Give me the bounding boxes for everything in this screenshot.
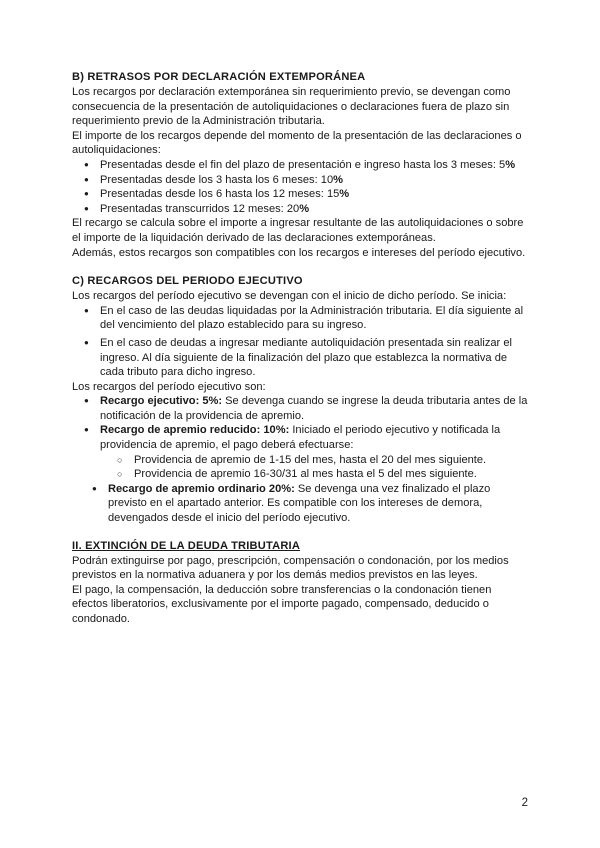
list-item: ○ Providencia de apremio 16-30/31 al mes hasta el 5 del mes siguiente. bbox=[72, 467, 530, 482]
recargo-ejecutivo-label: Recargo ejecutivo: 5%: bbox=[100, 395, 223, 408]
page-content bbox=[72, 70, 530, 627]
recargo-ejecutivo-text: Se devenga cuando se ingrese la deuda tributaria antes de la notificación de la providencia de apremio. bbox=[100, 395, 528, 422]
section-c-paragraph-1: Los recargos del período ejecutivo se devengan con el inicio de dicho período. Se inicia: bbox=[72, 290, 507, 303]
recargo-ordinario-item bbox=[72, 482, 530, 526]
list-item: ○ Providencia de apremio de 1-15 del mes, hasta el 20 del mes siguiente. bbox=[72, 453, 530, 468]
section-b-paragraph-4: Además, estos recargos son compatibles con los recargos e intereses del período ejecutivo. bbox=[72, 246, 526, 259]
recargo-ejecutivo-item bbox=[72, 394, 530, 423]
recargo-ordinario-text: Se devenga una vez finalizado el plazo previsto en el apartado anterior. Es compatible con los intereses de demora, devengados desde el inicio del período ejecutivo. bbox=[108, 482, 491, 525]
list-item: ● Presentadas desde los 6 hasta los 12 meses: 15% bbox=[72, 187, 530, 202]
section-ii-heading: II. EXTINCIÓN DE LA DEUDA TRIBUTARIA bbox=[72, 539, 301, 552]
list-item: ● Presentadas desde los 3 hasta los 6 meses: 10% bbox=[72, 173, 530, 188]
section-ii-paragraph-1: Podrán extinguirse por pago, prescripción, compensación o condonación, por los medios previstos en la normativa aduanera y por los demás medios previstos en las leyes. bbox=[72, 554, 509, 582]
section-b-paragraph-2: El importe de los recargos depende del momento de la presentación de las declaraciones o autoliquidaciones: bbox=[72, 129, 522, 157]
section-b-paragraph-1: Los recargos por declaración extemporánea sin requerimiento previo, se devengan como consecuencia de la presentación de autoliquidaciones o declaraciones fuera de plazo sin requerimiento previo de la Administración tributaria. bbox=[72, 86, 511, 128]
recargo-ordinario-list bbox=[72, 482, 530, 526]
section-c-heading: C) RECARGOS DEL PERIODO EJECUTIVO bbox=[72, 275, 303, 288]
recargo-reducido-sublist bbox=[72, 453, 530, 482]
recargo-reducido-item bbox=[72, 423, 530, 452]
recargos-list bbox=[72, 394, 530, 452]
page-number: 2 bbox=[521, 797, 528, 809]
section-c-paragraph-2: Los recargos del período ejecutivo son: bbox=[72, 380, 266, 393]
section-b-list bbox=[72, 158, 530, 216]
list-item: ● Presentadas transcurridos 12 meses: 20% bbox=[72, 202, 530, 217]
section-c-start-list bbox=[72, 304, 530, 380]
recargo-reducido-label: Recargo de apremio reducido: 10%: bbox=[100, 424, 290, 437]
section-ii-paragraph-2: El pago, la compensación, la deducción sobre transferencias o la condonación tienen efectos liberatorios, exclusivamente por el importe pagado, compensado, deducido o condonado. bbox=[72, 583, 492, 625]
list-item: ● En el caso de las deudas liquidadas por la Administración tributaria. El día siguiente al del vencimiento del plazo establecido para su ingreso. bbox=[72, 304, 530, 333]
list-item: ● En el caso de deudas a ingresar mediante autoliquidación presentada sin realizar el ingreso. Al día siguiente de la finalización del plazo que establezca la normativa de cada tributo para dicho ingreso. bbox=[72, 336, 530, 380]
section-b-heading: B) RETRASOS POR DECLARACIÓN EXTEMPORÁNEA bbox=[72, 71, 366, 83]
recargo-ordinario-label: Recargo de apremio ordinario 20%: bbox=[108, 482, 295, 495]
list-item: ● Presentadas desde el fin del plazo de presentación e ingreso hasta los 3 meses: 5% bbox=[72, 158, 530, 173]
recargo-reducido-text: Iniciado el periodo ejecutivo y notificada la providencia de apremio, el pago deberá efectuarse: bbox=[100, 424, 501, 452]
section-b-paragraph-3: El recargo se calcula sobre el importe a ingresar resultante de las autoliquidaciones o sobre el importe de la liquidación derivado de las declaraciones extemporáneas. bbox=[72, 217, 524, 244]
